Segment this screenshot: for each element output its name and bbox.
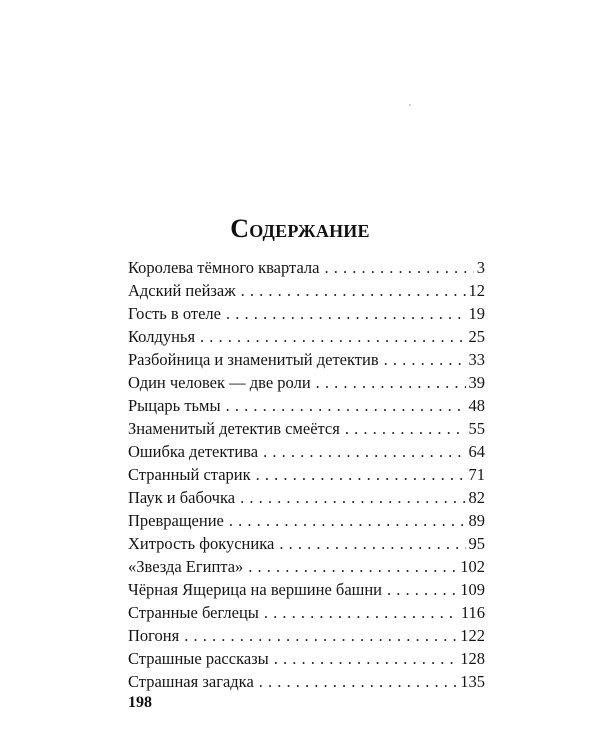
toc-entry-page: 89 xyxy=(468,511,485,530)
toc-entry-title: Погоня xyxy=(128,626,180,645)
toc-leader-dots xyxy=(263,440,465,463)
toc-entry-title: Превращение xyxy=(128,511,224,530)
toc-entry xyxy=(128,371,485,394)
toc-entry-title: Хитрость фокусника xyxy=(128,534,275,553)
toc-leader-dots xyxy=(226,302,466,325)
toc-entry xyxy=(128,509,485,532)
toc-entry-title: Рыцарь тьмы xyxy=(128,396,221,415)
toc-entry-page: 3 xyxy=(476,258,485,277)
toc-entry-page: 109 xyxy=(460,580,485,599)
toc-entry xyxy=(128,256,485,279)
toc-entry-page: 122 xyxy=(460,626,485,645)
toc-entry-page: 95 xyxy=(468,534,485,553)
toc-entry-page: 82 xyxy=(468,488,485,507)
toc-entry-page: 33 xyxy=(468,350,485,369)
toc-entry-title: Чёрная Ящерица на вершине башни xyxy=(128,580,383,599)
toc-entry-page: 102 xyxy=(460,557,485,576)
toc-entry xyxy=(128,302,485,325)
toc-entry xyxy=(128,279,485,302)
toc-entry xyxy=(128,417,485,440)
toc-leader-dots xyxy=(240,486,465,509)
toc-leader-dots xyxy=(387,578,457,601)
toc-leader-dots xyxy=(256,463,466,486)
toc-entry xyxy=(128,578,485,601)
toc-entry-title: Страшные рассказы xyxy=(128,649,269,668)
toc-entry-page: 55 xyxy=(468,419,485,438)
toc-entry xyxy=(128,555,485,578)
toc-entry-page: 71 xyxy=(468,465,485,484)
toc-entry-title: Один человек — две роли xyxy=(128,373,311,392)
toc-leader-dots xyxy=(226,394,466,417)
toc-entry xyxy=(128,463,485,486)
toc-leader-dots xyxy=(184,624,457,647)
toc-leader-dots xyxy=(259,670,457,693)
toc-entry-page: 128 xyxy=(460,649,485,668)
toc-leader-dots xyxy=(345,417,466,440)
toc-leader-dots xyxy=(248,555,457,578)
toc-leader-dots xyxy=(229,509,466,532)
toc-entry-title: Паук и бабочка xyxy=(128,488,236,507)
toc-entry-title: Страшная загадка xyxy=(128,672,254,691)
toc-entry-page: 39 xyxy=(468,373,485,392)
toc-entry xyxy=(128,486,485,509)
toc-entry xyxy=(128,325,485,348)
toc-leader-dots xyxy=(384,348,466,371)
toc-leader-dots xyxy=(264,601,458,624)
toc-entry xyxy=(128,601,485,624)
toc-leader-dots xyxy=(200,325,465,348)
toc-entry-page: 48 xyxy=(468,396,485,415)
toc-entry-title: Разбойница и знаменитый детектив xyxy=(128,350,379,369)
toc-entry-title: Странные беглецы xyxy=(128,603,259,622)
toc-leader-dots xyxy=(241,279,466,302)
table-of-contents xyxy=(128,256,485,693)
toc-entry xyxy=(128,532,485,555)
toc-entry-title: Колдунья xyxy=(128,327,196,346)
toc-entry xyxy=(128,394,485,417)
toc-entry-title: Адский пейзаж xyxy=(128,281,236,300)
toc-leader-dots xyxy=(274,647,457,670)
toc-entry-page: 25 xyxy=(468,327,485,346)
toc-entry-page: 135 xyxy=(460,672,485,691)
toc-entry-title: Знаменитый детектив смеётся xyxy=(128,419,340,438)
toc-entry-title: Гость в отеле xyxy=(128,304,221,323)
toc-entry-title: Королева тёмного квартала xyxy=(128,258,320,277)
toc-entry xyxy=(128,670,485,693)
page-title: Содержание xyxy=(230,214,370,243)
toc-entry-page: 64 xyxy=(468,442,485,461)
toc-leader-dots xyxy=(279,532,465,555)
toc-leader-dots xyxy=(324,256,473,279)
print-speck xyxy=(409,104,411,106)
toc-leader-dots xyxy=(316,371,466,394)
page-number: 198 xyxy=(128,694,152,711)
toc-entry-page: 12 xyxy=(468,281,485,300)
toc-entry-title: Ошибка детектива xyxy=(128,442,259,461)
toc-entry-title: Странный старик xyxy=(128,465,251,484)
toc-entry-title: «Звезда Египта» xyxy=(128,557,244,576)
toc-entry xyxy=(128,624,485,647)
toc-entry xyxy=(128,348,485,371)
toc-entry xyxy=(128,440,485,463)
toc-entry-page: 19 xyxy=(468,304,485,323)
toc-entry-page: 116 xyxy=(460,603,485,622)
toc-entry xyxy=(128,647,485,670)
